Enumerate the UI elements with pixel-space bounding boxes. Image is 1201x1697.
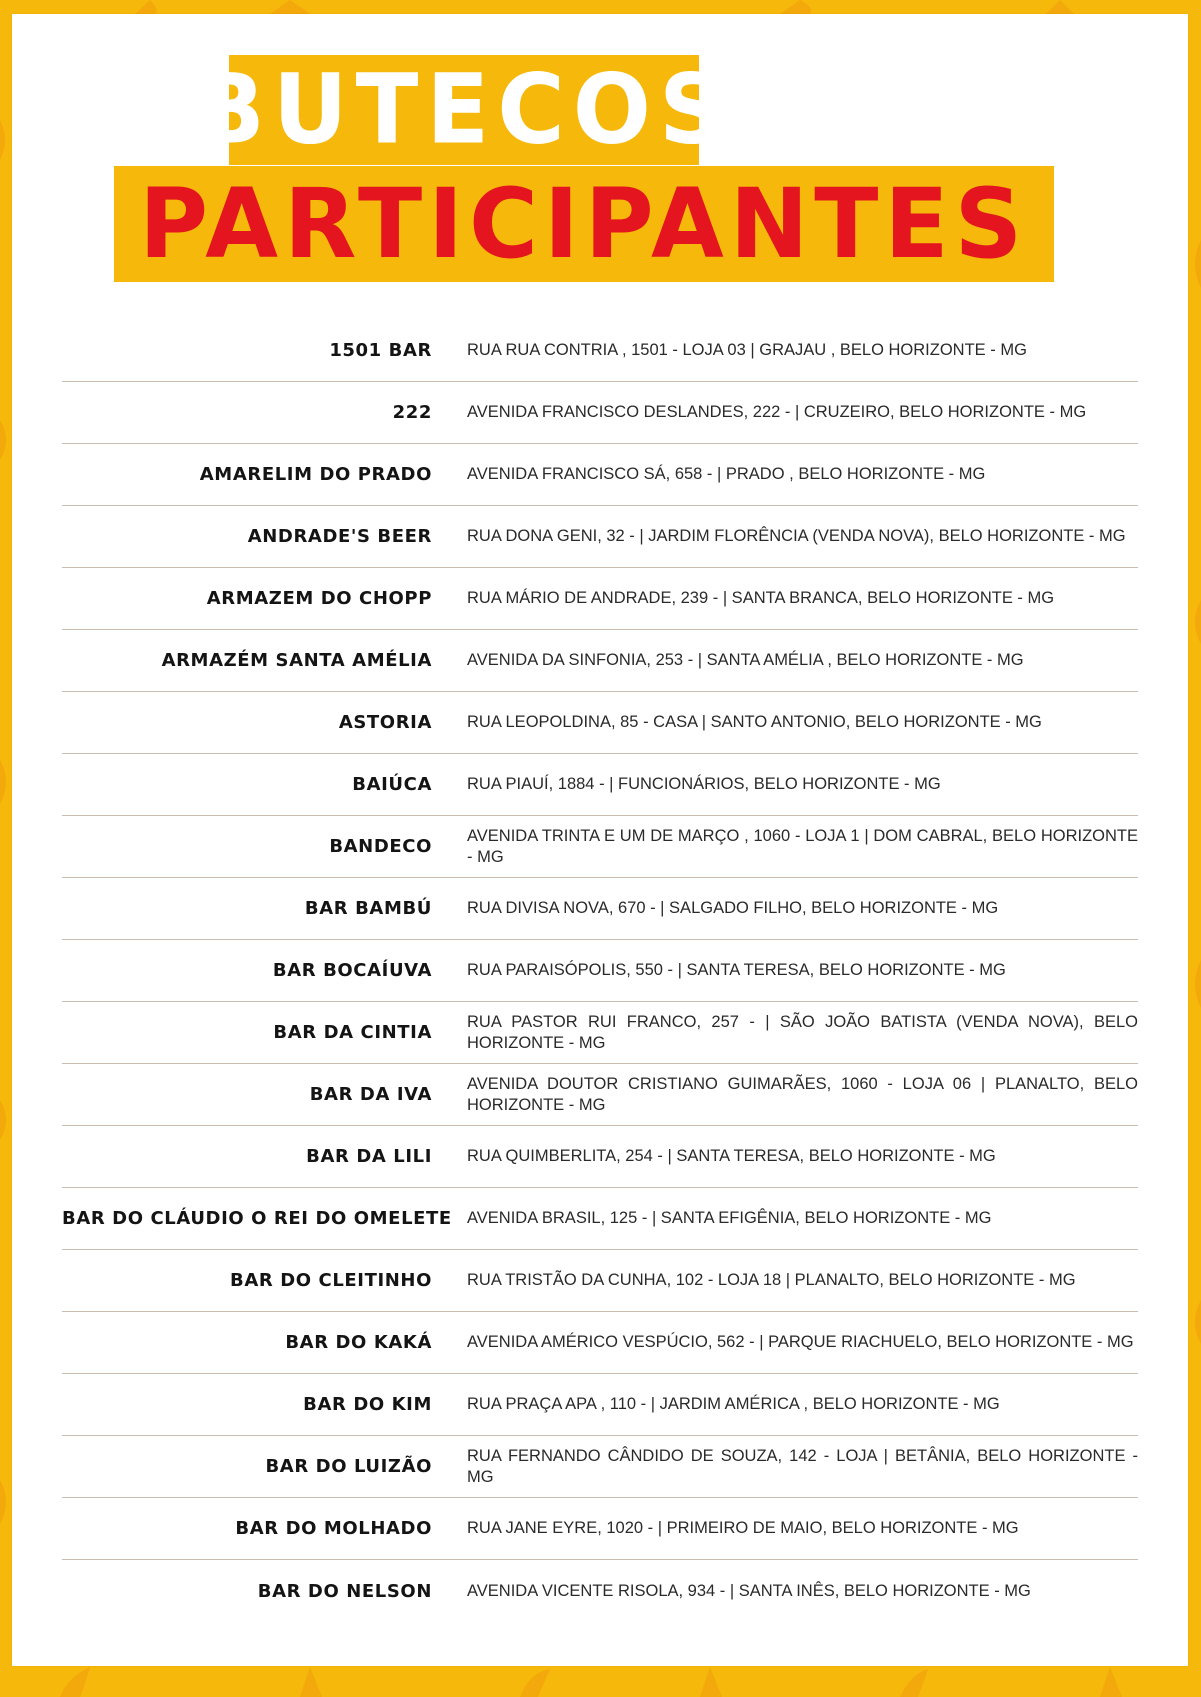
- bar-name: BAR DA LILI: [306, 1146, 432, 1167]
- bar-name: BANDECO: [329, 836, 432, 857]
- list-item: [62, 816, 1138, 878]
- bar-address: RUA PRAÇA APA , 110 - | JARDIM AMÉRICA , BELO HORIZONTE - MG: [467, 1395, 1000, 1413]
- bar-address: RUA FERNANDO CÂNDIDO DE SOUZA, 142 - LOJA | BETÂNIA, BELO HORIZONTE - MG: [467, 1446, 1138, 1486]
- bar-address: AVENIDA DOUTOR CRISTIANO GUIMARÃES, 1060 - LOJA 06 | PLANALTO, BELO HORIZONTE - MG: [467, 1074, 1138, 1114]
- bar-address: AVENIDA AMÉRICO VESPÚCIO, 562 - | PARQUE RIACHUELO, BELO HORIZONTE - MG: [467, 1333, 1134, 1351]
- bar-name: BAR DA CINTIA: [273, 1022, 432, 1043]
- list-item: [62, 1064, 1138, 1126]
- bar-name: BAR DO KAKÁ: [285, 1332, 432, 1353]
- bar-name: BAR BOCAÍUVA: [272, 960, 432, 981]
- list-item: [62, 1126, 1138, 1188]
- title-line-2-box: [114, 166, 1054, 282]
- title-line-1: BUTECOS: [194, 53, 734, 166]
- bar-name: BAR DO LUIZÃO: [265, 1456, 432, 1477]
- bar-address: AVENIDA DA SINFONIA, 253 - | SANTA AMÉLIA , BELO HORIZONTE - MG: [467, 651, 1024, 669]
- bar-name: ANDRADE'S BEER: [247, 526, 432, 547]
- list-item: [62, 1436, 1138, 1498]
- bar-address: RUA PIAUÍ, 1884 - | FUNCIONÁRIOS, BELO HORIZONTE - MG: [467, 775, 941, 793]
- list-item: [62, 568, 1138, 630]
- bar-address: RUA PARAISÓPOLIS, 550 - | SANTA TERESA, BELO HORIZONTE - MG: [467, 961, 1006, 979]
- bar-address: AVENIDA BRASIL, 125 - | SANTA EFIGÊNIA, BELO HORIZONTE - MG: [467, 1209, 992, 1227]
- bar-name: BAR DO MOLHADO: [235, 1518, 432, 1539]
- list-item: [62, 940, 1138, 1002]
- list-item: [62, 1188, 1138, 1250]
- bar-name: 1501 BAR: [329, 340, 432, 361]
- bar-address: RUA DIVISA NOVA, 670 - | SALGADO FILHO, BELO HORIZONTE - MG: [467, 899, 999, 917]
- bar-address: RUA TRISTÃO DA CUNHA, 102 - LOJA 18 | PLANALTO, BELO HORIZONTE - MG: [467, 1271, 1076, 1289]
- list-item: [62, 506, 1138, 568]
- list-item: [62, 878, 1138, 940]
- list-item: [62, 692, 1138, 754]
- bar-name: BAR DA IVA: [309, 1084, 432, 1105]
- bar-address: AVENIDA FRANCISCO SÁ, 658 - | PRADO , BELO HORIZONTE - MG: [467, 465, 986, 483]
- title-line-2: PARTICIPANTES: [139, 168, 1029, 280]
- bar-address: RUA QUIMBERLITA, 254 - | SANTA TERESA, BELO HORIZONTE - MG: [467, 1147, 996, 1165]
- list-item: [62, 1374, 1138, 1436]
- bar-address: RUA JANE EYRE, 1020 - | PRIMEIRO DE MAIO, BELO HORIZONTE - MG: [467, 1519, 1019, 1537]
- bar-name: AMARELIM DO PRADO: [199, 464, 432, 485]
- bar-name: 222: [392, 402, 432, 423]
- bar-name: BAR BAMBÚ: [304, 898, 432, 919]
- bar-address: RUA MÁRIO DE ANDRADE, 239 - | SANTA BRANCA, BELO HORIZONTE - MG: [467, 589, 1055, 607]
- list-item: [62, 630, 1138, 692]
- bar-name: BAR DO NELSON: [257, 1580, 432, 1602]
- list-item: [62, 754, 1138, 816]
- bar-name: ARMAZEM DO CHOPP: [206, 588, 432, 609]
- list-item: [62, 1250, 1138, 1312]
- bar-address: AVENIDA TRINTA E UM DE MARÇO , 1060 - LOJA 1 | DOM CABRAL, BELO HORIZONTE - MG: [467, 826, 1138, 866]
- bar-name: BAR DO CLEITINHO: [230, 1270, 432, 1291]
- participants-list: [62, 320, 1138, 1622]
- list-item: [62, 1560, 1138, 1622]
- bar-name: BAIÚCA: [352, 774, 432, 795]
- list-item: [62, 320, 1138, 382]
- bar-address: RUA PASTOR RUI FRANCO, 257 - | SÃO JOÃO BATISTA (VENDA NOVA), BELO HORIZONTE - MG: [467, 1012, 1138, 1052]
- list-item: [62, 444, 1138, 506]
- list-item: [62, 1002, 1138, 1064]
- title-line-1-box: [194, 53, 734, 166]
- bar-name: BAR DO CLÁUDIO O REI DO OMELETE: [62, 1208, 452, 1229]
- list-item: [62, 1312, 1138, 1374]
- bar-name: ARMAZÉM SANTA AMÉLIA: [161, 650, 432, 671]
- bar-name: ASTORIA: [338, 712, 432, 733]
- bar-address: AVENIDA FRANCISCO DESLANDES, 222 - | CRUZEIRO, BELO HORIZONTE - MG: [467, 403, 1087, 421]
- bar-name: BAR DO KIM: [303, 1394, 432, 1415]
- bar-address: AVENIDA VICENTE RISOLA, 934 - | SANTA INÊS, BELO HORIZONTE - MG: [467, 1581, 1031, 1600]
- list-item: [62, 1498, 1138, 1560]
- list-item: [62, 382, 1138, 444]
- bar-address: RUA DONA GENI, 32 - | JARDIM FLORÊNCIA (VENDA NOVA), BELO HORIZONTE - MG: [467, 527, 1126, 545]
- bar-address: RUA RUA CONTRIA , 1501 - LOJA 03 | GRAJAU , BELO HORIZONTE - MG: [467, 341, 1027, 359]
- bar-address: RUA LEOPOLDINA, 85 - CASA | SANTO ANTONIO, BELO HORIZONTE - MG: [467, 713, 1042, 731]
